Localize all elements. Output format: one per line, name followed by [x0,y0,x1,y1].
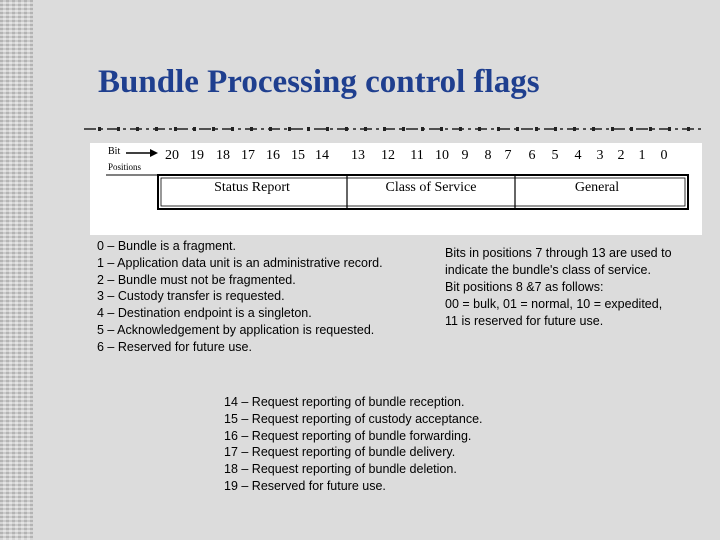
divider-mark [402,127,405,131]
paragraph-line: Bit positions 8 &7 as follows: [445,280,604,294]
paragraph-line: 00 = bulk, 01 = normal, 10 = expedited, [445,297,663,311]
divider-mark [98,127,101,131]
bit-number-20: 20 [165,148,179,163]
divider-mark [250,127,253,131]
bit-number-0: 0 [660,148,668,163]
divider-mark [630,127,633,131]
list-item: 17 – Request reporting of bundle delivery. [224,445,456,460]
divider-mark [687,127,690,131]
divider-mark [326,127,329,131]
bit-number-7: 7 [504,148,512,163]
list-item: 16 – Request reporting of bundle forwarding. [224,428,472,443]
field-class-of-service: Class of Service [385,180,477,195]
divider-mark [459,127,462,131]
divider-mark [668,127,671,131]
divider-mark [421,127,424,131]
divider-mark [440,127,443,131]
bit-number-14: 14 [315,148,329,163]
divider-mark [364,127,367,131]
bit-number-10: 10 [435,148,449,163]
bit-number-9: 9 [461,148,469,163]
bit-number-11: 11 [410,148,424,163]
status-report-flags-list [224,394,483,495]
bit-field-diagram [90,143,702,235]
positions-label: Positions [108,162,142,172]
bit-field-svg [90,143,702,235]
bit-number-4: 4 [574,148,582,163]
divider-mark [592,127,595,131]
divider-mark [516,127,519,131]
divider-mark [383,127,386,131]
divider-mark [117,127,120,131]
bit-number-2: 2 [617,148,625,163]
list-item: 3 – Custody transfer is requested. [97,289,285,304]
divider-mark [155,127,158,131]
list-item: 14 – Request reporting of bundle reception. [224,395,465,409]
list-item: 19 – Reserved for future use. [224,478,386,493]
arrow-head-icon [150,149,158,157]
divider-mark [535,127,538,131]
list-item: 1 – Application data unit is an administrative record. [97,255,383,270]
bit-number-13: 13 [351,148,365,163]
bit-number-15: 15 [291,148,305,163]
bit-number-6: 6 [528,148,536,163]
divider-mark [649,127,652,131]
divider-mark [231,127,234,131]
list-item: 6 – Reserved for future use. [97,339,252,354]
paragraph-line: indicate the bundle's class of service. [445,263,651,277]
list-item: 18 – Request reporting of bundle deletion. [224,462,457,477]
divider-mark [478,127,481,131]
bit-label: Bit [108,146,121,157]
list-item: 4 – Destination endpoint is a singleton. [97,306,312,321]
bit-number-5: 5 [551,148,559,163]
title-divider [84,124,704,134]
divider-mark [497,127,500,131]
paragraph-line: 11 is reserved for future use. [445,314,604,328]
general-flags-list [97,238,383,356]
bit-number-18: 18 [216,148,230,163]
bit-number-8: 8 [484,148,492,163]
decorative-texture-strip [0,0,33,540]
divider-mark [307,127,310,131]
field-status-report: Status Report [214,180,290,195]
divider-mark [174,127,177,131]
divider-mark [136,127,139,131]
bit-number-3: 3 [596,148,604,163]
divider-mark [573,127,576,131]
bit-number-1: 1 [638,148,646,163]
divider-mark [269,127,272,131]
divider-mark [288,127,291,131]
slide-title: Bundle Processing control flags [98,64,540,100]
field-general: General [574,180,620,195]
divider-mark [611,127,614,131]
paragraph-line: Bits in positions 7 through 13 are used to [445,246,672,260]
list-item: 5 – Acknowledgement by application is requested. [97,322,375,337]
divider-mark [554,127,557,131]
divider-mark [345,127,348,131]
bit-number-19: 19 [190,148,204,163]
list-item: 0 – Bundle is a fragment. [97,239,236,253]
divider-mark [212,127,215,131]
bit-number-17: 17 [241,148,255,163]
divider-mark [193,127,196,131]
bit-number-12: 12 [381,148,395,163]
list-item: 2 – Bundle must not be fragmented. [97,272,296,287]
list-item: 15 – Request reporting of custody acceptance. [224,411,483,426]
bit-number-16: 16 [266,148,280,163]
class-of-service-description [445,245,710,330]
